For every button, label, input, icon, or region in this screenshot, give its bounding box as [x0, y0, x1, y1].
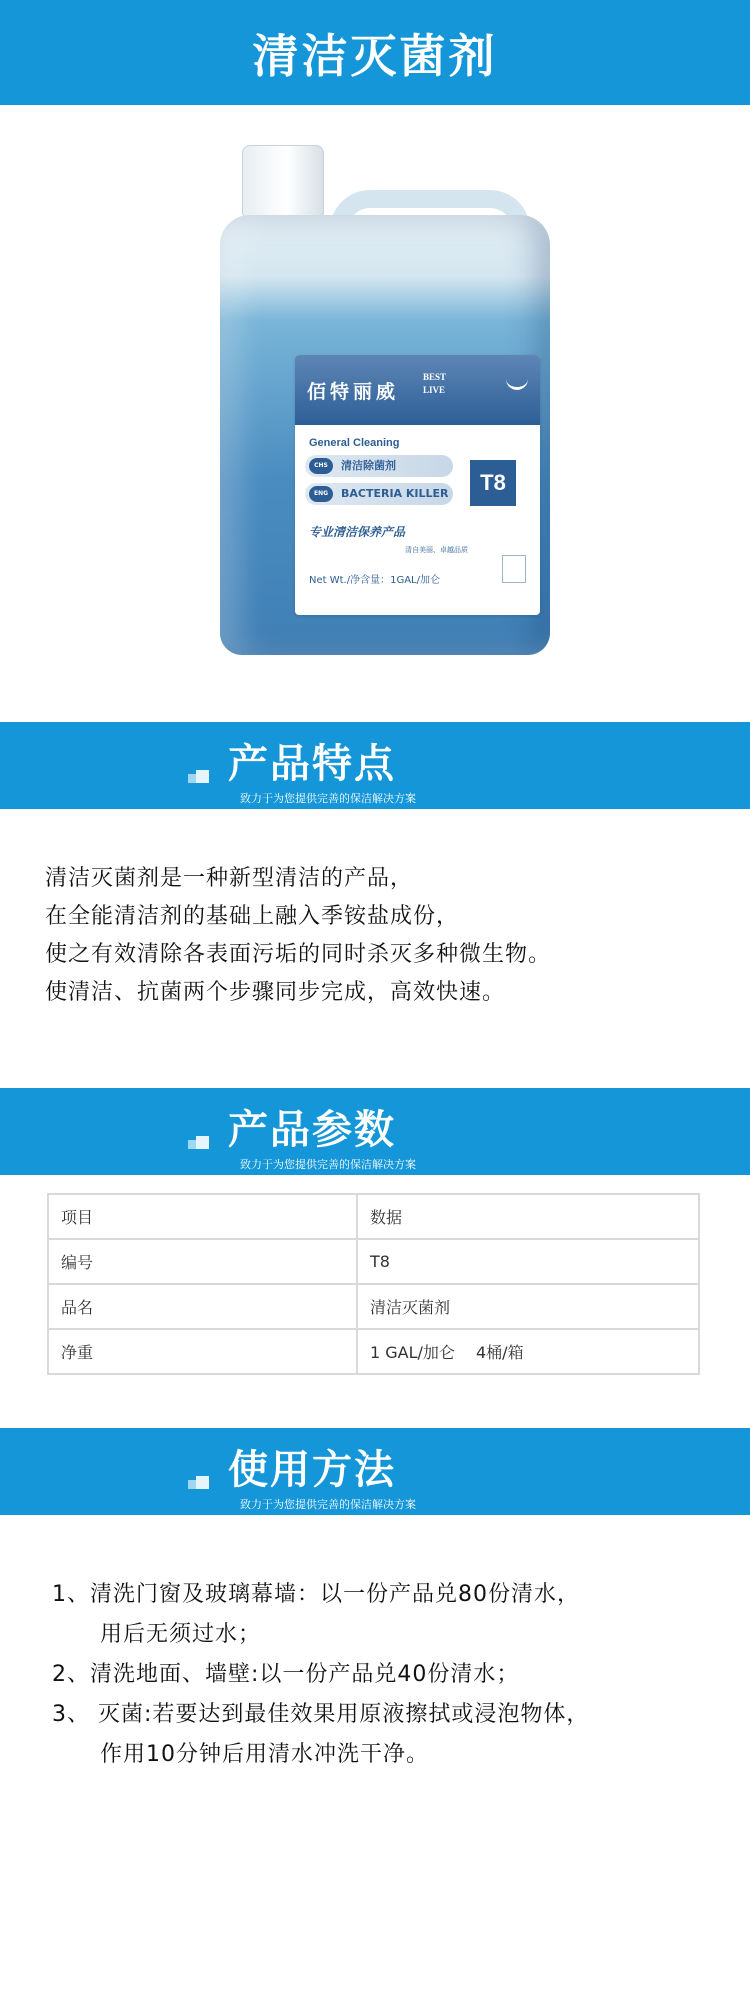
- decor-squares-icon: [188, 770, 210, 792]
- product-label: [295, 355, 540, 615]
- table-cell: 项目: [48, 1194, 357, 1239]
- table-row: [48, 1329, 699, 1374]
- product-name-en: BACTERIA KILLER: [341, 487, 449, 500]
- category-en: General Cleaning: [309, 437, 400, 449]
- section-header-usage: [0, 1428, 750, 1515]
- features-text: [45, 860, 725, 1012]
- section-header-features: [0, 722, 750, 809]
- name-cn-pill: [305, 455, 453, 477]
- product-code-badge: T8: [470, 460, 516, 506]
- section-subtitle: 致力于为您提供完善的保洁解决方案: [240, 1158, 416, 1171]
- features-line: 使清洁、抗菌两个步骤同步完成，高效快速。: [45, 980, 506, 1005]
- features-line: 清洁灭菌剂是一种新型清洁的产品，: [45, 866, 414, 891]
- brand-name-en: BEST LIVE: [423, 372, 447, 395]
- usage-line: 2、清洗地面、墙壁:以一份产品兑40份清水；: [52, 1662, 520, 1687]
- table-cell: 1 GAL/加仑 4桶/箱: [357, 1329, 699, 1374]
- table-row: [48, 1194, 699, 1239]
- table-cell: 清洁灭菌剂: [357, 1284, 699, 1329]
- brand-name-cn: 佰特丽威: [307, 381, 400, 403]
- usage-line: 1、清洗门窗及玻璃幕墙：以一份产品兑80份清水，: [52, 1582, 580, 1607]
- section-header-params: [0, 1088, 750, 1175]
- section-title: 产品特点: [228, 741, 396, 787]
- features-line: 在全能清洁剂的基础上融入季铵盐成份，: [45, 904, 460, 929]
- product-name-cn: 清洁除菌剂: [341, 459, 396, 472]
- section-subtitle: 致力于为您提供完善的保洁解决方案: [240, 1498, 416, 1511]
- table-cell: 数据: [357, 1194, 699, 1239]
- page-title: 清洁灭菌剂: [252, 28, 498, 83]
- table-row: [48, 1239, 699, 1284]
- product-image-area: [0, 105, 750, 720]
- label-tagline: 专业清洁保养产品: [309, 525, 406, 539]
- product-jug-image: [220, 145, 550, 665]
- name-en-pill: [305, 483, 453, 505]
- features-line: 使之有效清除各表面污垢的同时杀灭多种微生物。: [45, 942, 552, 967]
- usage-line: 作用10分钟后用清水冲洗干净。: [100, 1742, 429, 1767]
- label-slogan: 清自美丽、卓越品质: [405, 546, 468, 554]
- decor-squares-icon: [188, 1476, 210, 1498]
- decor-squares-icon: [188, 1136, 210, 1158]
- table-cell: 编号: [48, 1239, 357, 1284]
- table-row: [48, 1284, 699, 1329]
- table-cell: 品名: [48, 1284, 357, 1329]
- section-title: 使用方法: [228, 1447, 396, 1493]
- label-small-logo-icon: [502, 555, 526, 583]
- section-subtitle: 致力于为您提供完善的保洁解决方案: [240, 792, 416, 805]
- label-net-weight: Net Wt./净含量：1GAL/加仑: [309, 575, 440, 586]
- eng-tag: ENG: [309, 486, 333, 502]
- usage-line: 3、 灭菌:若要达到最佳效果用原液擦拭或浸泡物体，: [52, 1702, 590, 1727]
- table-cell: 净重: [48, 1329, 357, 1374]
- top-banner: [0, 0, 750, 105]
- section-title: 产品参数: [228, 1107, 396, 1153]
- usage-text: [52, 1575, 722, 1775]
- table-cell: T8: [357, 1239, 699, 1284]
- params-table: [47, 1193, 700, 1375]
- usage-line: 用后无须过水；: [100, 1622, 262, 1647]
- chs-tag: CHS: [309, 458, 333, 474]
- jug-cap: [242, 145, 324, 217]
